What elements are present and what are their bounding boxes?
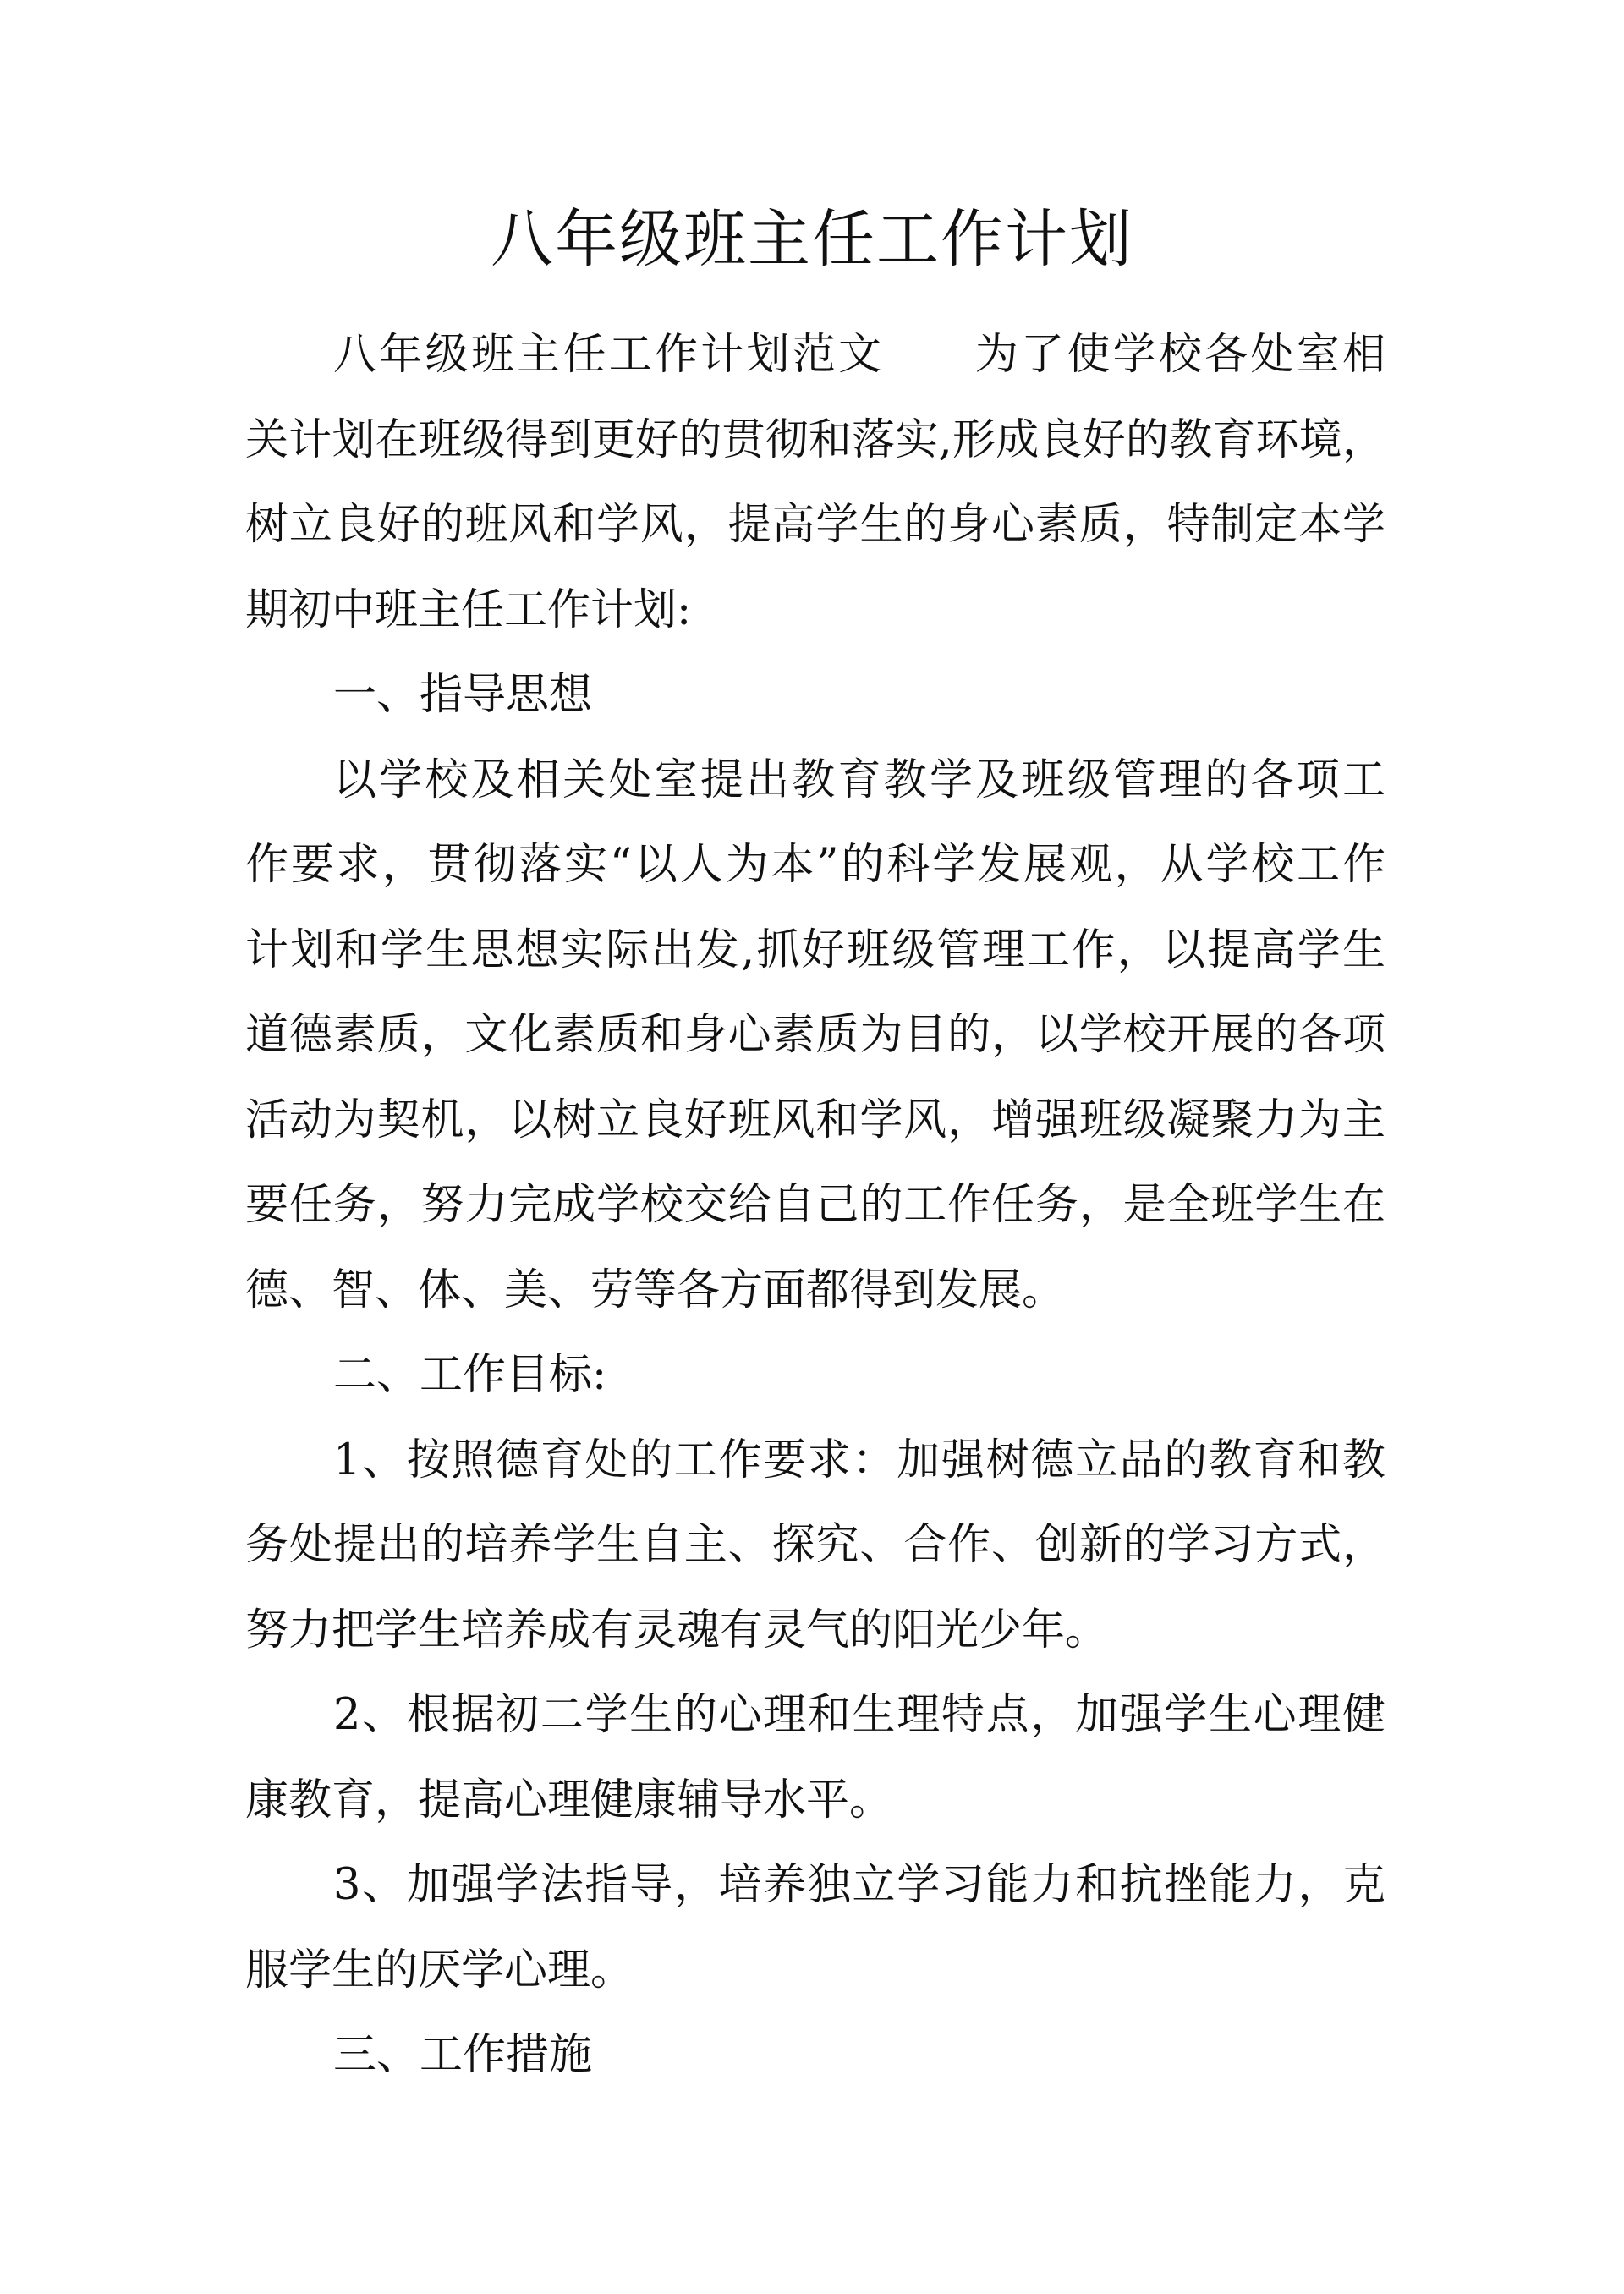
paragraph-line: 树立良好的班风和学风，提高学生的身心素质，特制定本学 — [245, 500, 1385, 550]
paragraph-line: 2、根据初二学生的心理和生理特点，加强学生心理健 — [333, 1690, 1385, 1740]
paragraph-line: 务处提出的培养学生自主、探究、合作、创新的学习方式， — [245, 1520, 1385, 1570]
paragraph-line: 道德素质，文化素质和身心素质为目的，以学校开展的各项 — [245, 1010, 1385, 1060]
paragraph-line: 德、智、体、美、劳等各方面都得到发展。 — [245, 1265, 1066, 1315]
paragraph-line: 以学校及相关处室提出教育教学及班级管理的各项工 — [333, 755, 1385, 805]
paragraph-line: 计划和学生思想实际出发,抓好班级管理工作，以提高学生 — [245, 925, 1385, 975]
paragraph-line: 努力把学生培养成有灵魂有灵气的阳光少年。 — [245, 1605, 1109, 1655]
paragraph-line: 期初中班主任工作计划: — [245, 584, 692, 635]
paragraph-line: 作要求，贯彻落实“以人为本”的科学发展观，从学校工作 — [245, 840, 1385, 890]
document-body — [245, 313, 1385, 2099]
section-heading: 二、工作目标: — [333, 1350, 607, 1400]
paragraph-line: 服学生的厌学心理。 — [245, 1945, 634, 1995]
paragraph-line: 活动为契机，以树立良好班风和学风，增强班级凝聚力为主 — [245, 1095, 1385, 1145]
section-heading: 三、工作措施 — [333, 2030, 593, 2080]
line-text: 八年级班主任工作计划范文 — [333, 330, 885, 380]
paragraph-line: 关计划在班级得到更好的贯彻和落实,形成良好的教育环境， — [245, 414, 1385, 465]
paragraph-line — [245, 313, 1385, 398]
paragraph-line: 1、按照德育处的工作要求：加强树德立品的教育和教 — [333, 1435, 1385, 1485]
document-title: 八年级班主任工作计划 — [491, 203, 1133, 276]
section-heading: 一、指导思想 — [333, 670, 593, 720]
paragraph-line: 要任务，努力完成学校交给自己的工作任务，是全班学生在 — [245, 1180, 1385, 1230]
paragraph-line: 康教育，提高心理健康辅导水平。 — [245, 1775, 893, 1825]
line-text: 为了使学校各处室相 — [972, 330, 1385, 380]
paragraph-line: 3、加强学法指导，培养独立学习能力和抗挫能力，克 — [333, 1860, 1385, 1910]
